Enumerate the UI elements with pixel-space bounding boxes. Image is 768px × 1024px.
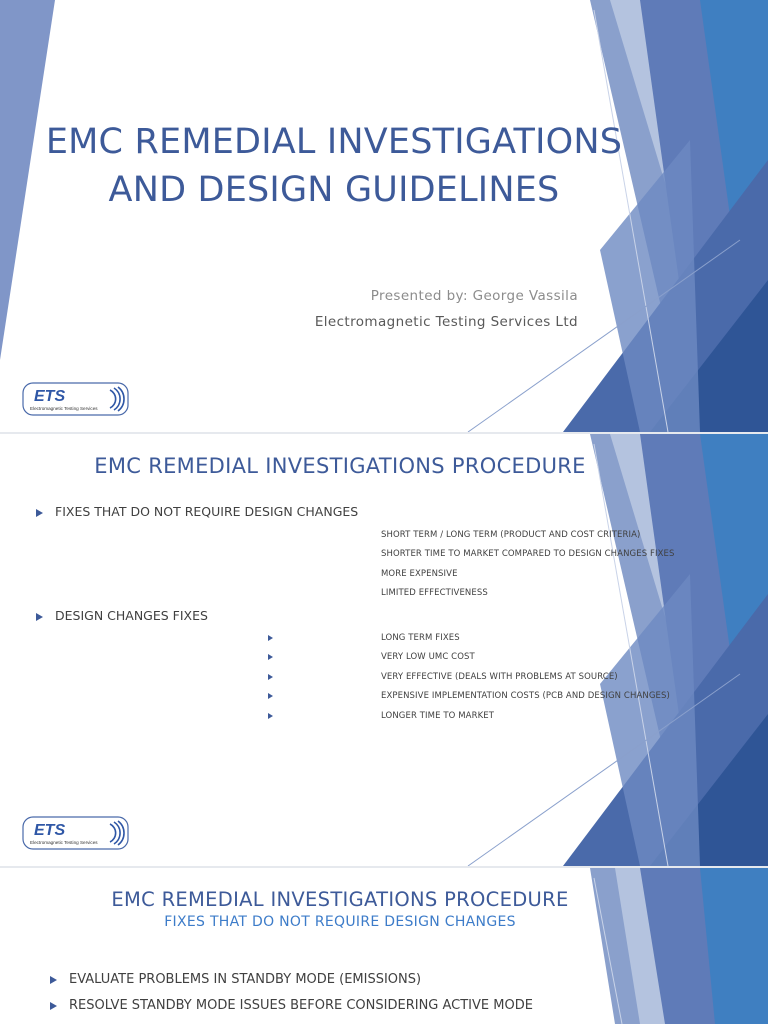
svg-text:ETS: ETS bbox=[34, 822, 66, 839]
bullet-label: FIXES THAT DO NOT REQUIRE DESIGN CHANGES bbox=[55, 504, 359, 519]
bullet-item bbox=[36, 608, 208, 623]
svg-text:Electromagnetic Testing Servic: Electromagnetic Testing Services bbox=[30, 840, 98, 845]
bullet-item bbox=[50, 972, 421, 987]
bullet-arrow-icon bbox=[50, 1002, 57, 1010]
title-slide bbox=[0, 0, 768, 432]
ets-logo bbox=[22, 382, 130, 416]
title-line-1: EMC REMEDIAL INVESTIGATIONS bbox=[45, 122, 623, 162]
company-name: Electromagnetic Testing Services Ltd bbox=[314, 314, 578, 330]
sub-item: LIMITED EFFECTIVENESS bbox=[381, 588, 488, 598]
bullet-label: EVALUATE PROBLEMS IN STANDBY MODE (EMISSIONS) bbox=[69, 972, 422, 987]
procedure-slide bbox=[0, 434, 768, 866]
svg-text:ETS: ETS bbox=[34, 388, 66, 405]
presentation-title bbox=[40, 118, 628, 214]
bullet-item bbox=[50, 998, 533, 1013]
slide-decoration bbox=[0, 434, 768, 866]
sub-item: LONG TERM FIXES bbox=[381, 633, 460, 643]
title-line-2: AND DESIGN GUIDELINES bbox=[108, 170, 560, 210]
sub-item: SHORTER TIME TO MARKET COMPARED TO DESIGN CHANGES FIXES bbox=[381, 549, 675, 559]
bullet-arrow-icon bbox=[50, 976, 57, 984]
slide-decoration bbox=[0, 0, 768, 432]
presenter-name: Presented by: George Vassila bbox=[370, 288, 578, 304]
bullet-item bbox=[36, 504, 358, 519]
ets-logo bbox=[22, 816, 130, 850]
sub-item: MORE EXPENSIVE bbox=[381, 569, 458, 579]
bullet-label: DESIGN CHANGES FIXES bbox=[55, 608, 208, 623]
sub-bullet-arrow-icon bbox=[268, 713, 273, 719]
sub-bullet-arrow-icon bbox=[268, 674, 273, 680]
slide-subtitle: FIXES THAT DO NOT REQUIRE DESIGN CHANGES bbox=[164, 914, 516, 930]
sub-item: LONGER TIME TO MARKET bbox=[381, 711, 495, 721]
sub-bullet-arrow-icon bbox=[268, 635, 273, 641]
sub-bullet-arrow-icon bbox=[268, 654, 273, 660]
sub-bullet-arrow-icon bbox=[268, 693, 273, 699]
bullet-label: RESOLVE STANDBY MODE ISSUES BEFORE CONSIDERING ACTIVE MODE bbox=[69, 998, 533, 1013]
fixes-slide bbox=[0, 868, 768, 1024]
sub-item: VERY LOW UMC COST bbox=[381, 652, 475, 662]
bullet-arrow-icon bbox=[36, 613, 43, 621]
sub-item: EXPENSIVE IMPLEMENTATION COSTS (PCB AND DESIGN CHANGES) bbox=[381, 691, 670, 701]
svg-text:Electromagnetic Testing Servic: Electromagnetic Testing Services bbox=[30, 406, 98, 411]
slide-title: EMC REMEDIAL INVESTIGATIONS PROCEDURE bbox=[111, 888, 569, 911]
sub-item: SHORT TERM / LONG TERM (PRODUCT AND COST CRITERIA) bbox=[381, 530, 641, 540]
bullet-arrow-icon bbox=[36, 509, 43, 517]
sub-item: VERY EFFECTIVE (DEALS WITH PROBLEMS AT SOURCE) bbox=[381, 672, 618, 682]
slide-title: EMC REMEDIAL INVESTIGATIONS PROCEDURE bbox=[94, 454, 586, 478]
